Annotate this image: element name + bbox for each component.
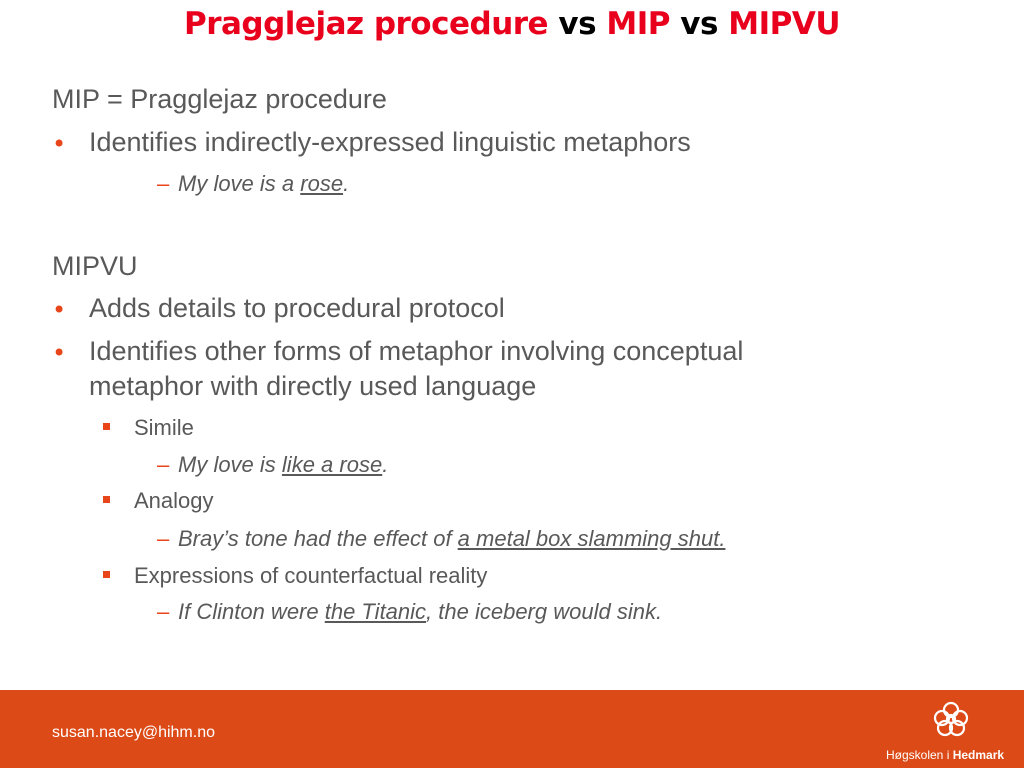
example-underlined: like a rose	[281, 452, 383, 477]
title-vs-1: vs	[558, 6, 597, 42]
sub-simile: Simile	[134, 415, 194, 440]
mipvu-bullet-adds-details: Adds details to procedural protocol	[89, 293, 505, 323]
bullet-dot-icon: •	[52, 296, 67, 324]
example-text: My love is	[178, 452, 282, 477]
knot-emblem-icon	[930, 698, 972, 740]
example-text: Bray’s tone had the effect of	[178, 526, 458, 551]
example-text-end: .	[343, 171, 350, 196]
mipvu-bullet-other-forms-line2: metaphor with directly used language	[89, 371, 537, 401]
mip-bullet-identifies: Identifies indirectly-expressed linguistic metaphors	[89, 127, 691, 157]
example-underlined: rose	[300, 171, 344, 196]
institution-logo-text	[886, 748, 1004, 762]
bullet-dot-icon: •	[52, 130, 67, 158]
title-part-pragglejaz: Pragglejaz procedure	[183, 6, 549, 42]
dash-icon: –	[157, 171, 170, 196]
bullet-dot-icon: •	[52, 339, 67, 367]
footer-email[interactable]: susan.nacey@hihm.no	[52, 724, 215, 741]
example-underlined: the Titanic	[324, 599, 427, 624]
square-bullet-icon	[103, 496, 110, 503]
logo-text-bold: Hedmark	[952, 748, 1005, 762]
example-text-end: , the iceberg would sink.	[426, 599, 663, 624]
dash-icon: –	[157, 599, 170, 624]
example-text: My love is a	[178, 171, 301, 196]
mip-heading: MIP = Pragglejaz procedure	[52, 84, 387, 114]
example-text: If Clinton were	[178, 599, 325, 624]
logo-text-light: Høgskolen i	[886, 748, 953, 762]
title-part-mipvu: MIPVU	[728, 6, 840, 42]
sub-counterfactual: Expressions of counterfactual reality	[134, 563, 488, 588]
square-bullet-icon	[103, 423, 110, 430]
dash-icon: –	[157, 526, 170, 551]
counterfactual-example	[178, 599, 662, 625]
simile-example	[178, 452, 388, 478]
example-underlined: a metal box slamming shut.	[457, 526, 726, 551]
square-bullet-icon	[103, 571, 110, 578]
mipvu-heading: MIPVU	[52, 251, 138, 281]
title-vs-2: vs	[680, 6, 718, 42]
analogy-example	[178, 526, 725, 552]
mip-example-rose	[178, 171, 349, 197]
sub-analogy: Analogy	[134, 488, 214, 513]
slide-title	[0, 6, 1024, 42]
example-text-end: .	[382, 452, 389, 477]
footer-bar	[0, 690, 1024, 768]
mipvu-bullet-other-forms-line1: Identifies other forms of metaphor involving conceptual	[89, 336, 744, 366]
title-part-mip: MIP	[606, 6, 670, 42]
dash-icon: –	[157, 452, 170, 477]
